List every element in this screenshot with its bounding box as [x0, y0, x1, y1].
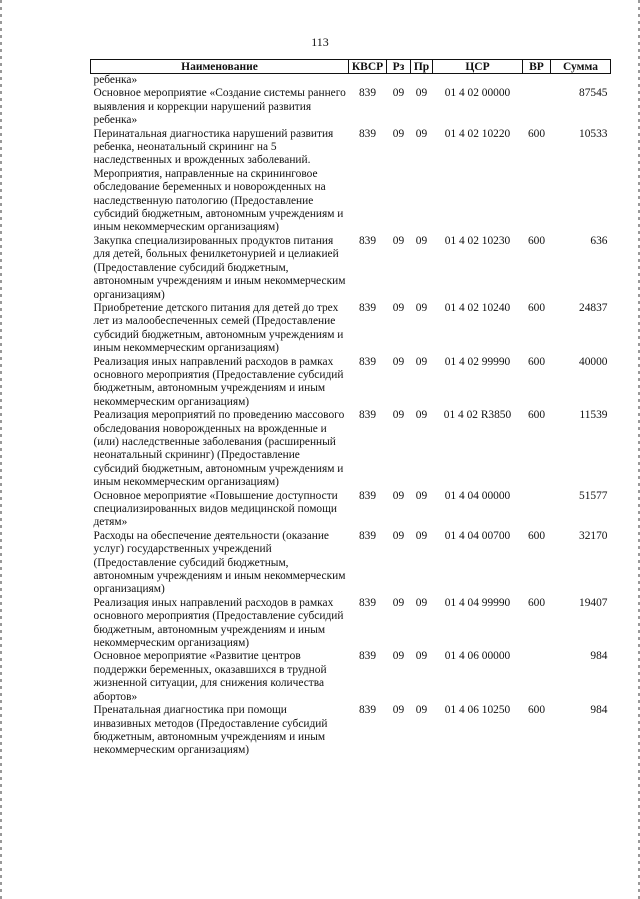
row-csr: 01 4 02 10240: [444, 301, 511, 314]
row-vr: 600: [527, 355, 546, 368]
row-vr: [523, 490, 551, 530]
row-rz: [387, 74, 411, 88]
row-sum: [551, 74, 611, 88]
row-name: Основное мероприятие «Повышение доступности специализированных видов медицинской помощи детям»: [93, 489, 338, 529]
row-rz: 09: [392, 489, 405, 502]
row-vr: 600: [527, 301, 546, 314]
row-sum: 24837: [579, 301, 608, 314]
row-pr: 09: [415, 529, 428, 542]
row-kvsr: 839: [358, 529, 377, 542]
row-vr: 600: [527, 234, 546, 247]
table-row: [91, 235, 611, 302]
row-name: Основное мероприятие «Развитие центров поддержки беременных, оказавшихся в трудной жизненной ситуации, для снижения количества абортов»: [93, 650, 327, 703]
row-csr: 01 4 02 R3850: [443, 409, 512, 422]
row-kvsr: 839: [358, 87, 377, 100]
row-vr: [523, 650, 551, 704]
table-header-row: [91, 60, 611, 74]
page-number: 113: [311, 35, 329, 49]
row-sum: 636: [590, 234, 608, 247]
row-csr: 01 4 04 00000: [444, 489, 511, 502]
row-pr: 09: [415, 704, 428, 717]
row-kvsr: 839: [358, 489, 377, 502]
row-rz: 09: [392, 87, 405, 100]
row-csr: 01 4 06 00000: [444, 650, 511, 663]
table-row: [91, 128, 611, 235]
row-name: ребенка»: [93, 74, 138, 86]
row-vr: 600: [527, 529, 546, 542]
row-pr: [411, 74, 433, 88]
table-row: [91, 356, 611, 410]
row-kvsr: [349, 74, 387, 88]
row-sum: 984: [590, 704, 608, 717]
row-sum: 11539: [579, 409, 608, 422]
row-kvsr: 839: [358, 301, 377, 314]
row-vr: [523, 87, 551, 127]
row-rz: 09: [392, 596, 405, 609]
header-rz: Рз: [387, 60, 411, 74]
table-body: [91, 74, 611, 758]
row-kvsr: 839: [358, 127, 377, 140]
row-rz: 09: [392, 355, 405, 368]
row-sum: 10533: [579, 127, 608, 140]
row-vr: 600: [527, 704, 546, 717]
row-csr: 01 4 02 99990: [444, 355, 511, 368]
header-csr: ЦСР: [433, 60, 523, 74]
row-pr: 09: [415, 596, 428, 609]
table-row: [91, 409, 611, 489]
row-vr: 600: [527, 409, 546, 422]
row-csr: 01 4 04 00700: [444, 529, 511, 542]
row-rz: 09: [392, 127, 405, 140]
row-kvsr: 839: [358, 409, 377, 422]
row-sum: 19407: [579, 596, 608, 609]
row-name: Расходы на обеспечение деятельности (оказание услуг) государственных учреждений (Предоставление субсидий бюджетным, автономным учреждениям и иным некоммерческим организациям): [93, 529, 346, 596]
table-row: [91, 650, 611, 704]
row-kvsr: 839: [358, 704, 377, 717]
row-name: Реализация иных направлений расходов в рамках основного мероприятия (Предоставление субсидий бюджетным, автономным учреждениям и иным некоммерческим организациям): [93, 355, 344, 408]
table-row: [91, 704, 611, 758]
row-name: Реализация мероприятий по проведению массового обследования новорожденных на врожденные и (или) наследственные заболевания (расширенный неонатальный скрининг) (Предоставление субсидий бюджетным, автономным учреждениям и иным некоммерческим организациям): [93, 409, 345, 489]
row-kvsr: 839: [358, 650, 377, 663]
row-csr: [433, 74, 523, 88]
row-kvsr: 839: [358, 234, 377, 247]
row-csr: 01 4 02 00000: [444, 87, 511, 100]
header-name: Наименование: [91, 60, 349, 74]
row-kvsr: 839: [358, 596, 377, 609]
table-row: [91, 490, 611, 530]
row-pr: 09: [415, 127, 428, 140]
row-kvsr: 839: [358, 355, 377, 368]
row-rz: 09: [392, 650, 405, 663]
row-name: Реализация иных направлений расходов в рамках основного мероприятия (Предоставление субсидий бюджетным, автономным учреждениям и иным некоммерческим организациям): [93, 596, 344, 650]
row-sum: 984: [590, 650, 608, 663]
row-name: Закупка специализированных продуктов питания для детей, больных фенилкетонурией и целиакией (Предоставление субсидий бюджетным, автономным учреждениям и иным некоммерческим организациям): [93, 234, 346, 301]
table-row: [91, 597, 611, 651]
row-sum: 51577: [579, 489, 608, 502]
row-csr: 01 4 06 10250: [444, 704, 511, 717]
table-row: [91, 87, 611, 127]
row-pr: 09: [415, 355, 428, 368]
row-pr: 09: [415, 409, 428, 422]
row-rz: 09: [392, 704, 405, 717]
row-rz: 09: [392, 529, 405, 542]
budget-table: [90, 59, 611, 758]
row-sum: 40000: [579, 355, 608, 368]
row-name: Основное мероприятие «Создание системы раннего выявления и коррекции нарушений развития ребенка»: [93, 87, 346, 127]
table-row: [91, 74, 611, 88]
row-vr: 600: [527, 127, 546, 140]
row-pr: 09: [415, 489, 428, 502]
row-name: Перинатальная диагностика нарушений развития ребенка, неонатальный скрининг на 5 наследственных и врожденных заболеваний. Мероприятия, направленные на скрининговое обследование беременных и новорожденных на наследственную патологию (Предоставление субсидий бюджетным, автономным учреждениям и иным некоммерческим организациям): [93, 127, 344, 234]
table-row: [91, 530, 611, 597]
left-scan-edge: [0, 0, 2, 899]
header-sum: Сумма: [551, 60, 611, 74]
row-rz: 09: [392, 409, 405, 422]
row-pr: 09: [415, 650, 428, 663]
row-pr: 09: [415, 301, 428, 314]
row-rz: 09: [392, 234, 405, 247]
row-pr: 09: [415, 87, 428, 100]
row-rz: 09: [392, 301, 405, 314]
row-sum: 32170: [579, 529, 608, 542]
row-pr: 09: [415, 234, 428, 247]
row-name: Пренатальная диагностика при помощи инвазивных методов (Предоставление субсидий бюджетным, автономным учреждениям и иным некоммерческим организациям): [93, 704, 328, 757]
row-csr: 01 4 04 99990: [444, 596, 511, 609]
row-csr: 01 4 02 10230: [444, 234, 511, 247]
header-pr: Пр: [411, 60, 433, 74]
row-vr: [523, 74, 551, 88]
row-vr: 600: [527, 596, 546, 609]
row-name: Приобретение детского питания для детей до трех лет из малообеспеченных семей (Предоставление субсидий бюджетным, автономным учреждениям и иным некоммерческим организациям): [93, 301, 344, 355]
header-kvsr: КВСР: [349, 60, 387, 74]
header-vr: ВР: [523, 60, 551, 74]
row-csr: 01 4 02 10220: [444, 127, 511, 140]
row-sum: 87545: [579, 87, 608, 100]
table-row: [91, 302, 611, 356]
